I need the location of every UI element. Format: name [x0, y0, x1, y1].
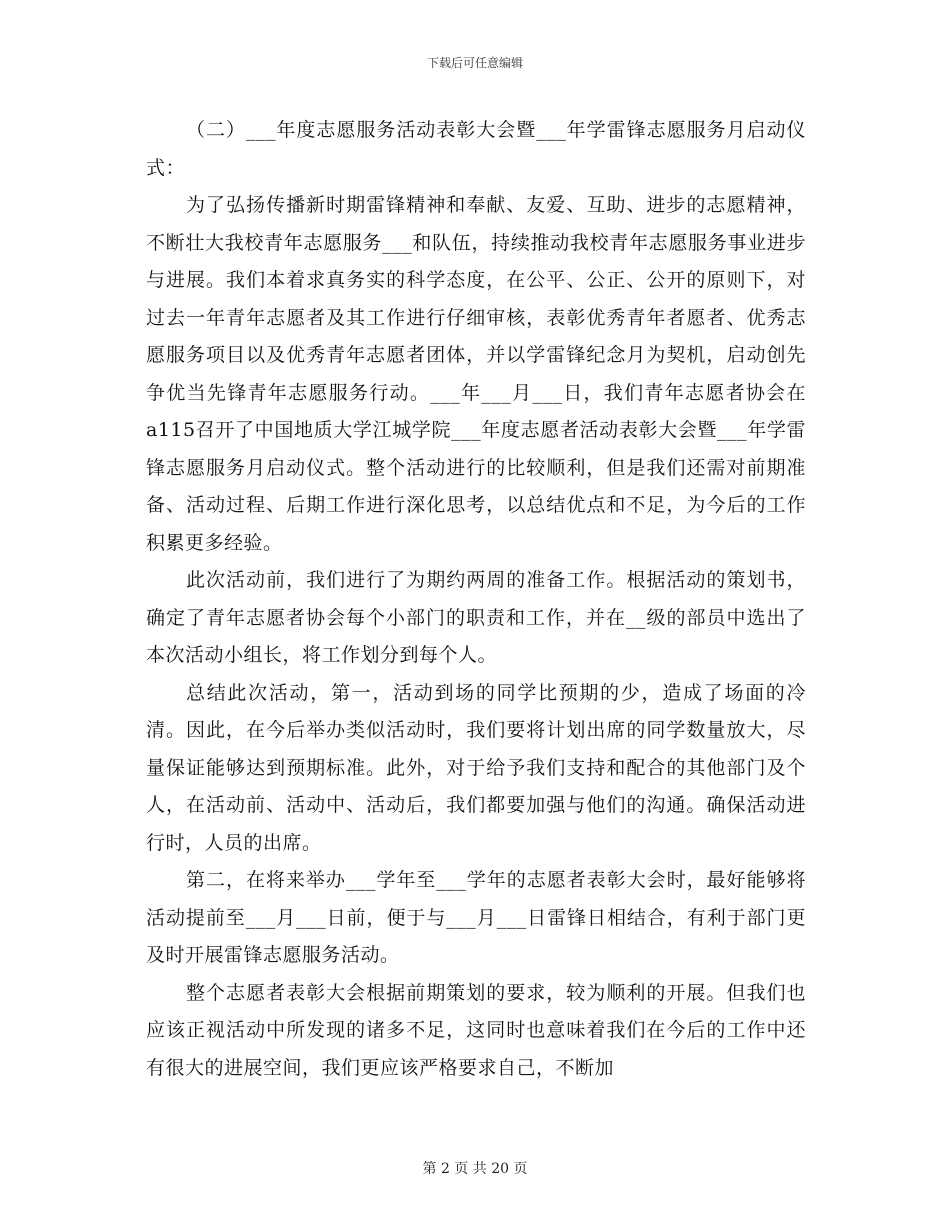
section-heading: （二）___年度志愿服务活动表彰大会暨___年学雷锋志愿服务月启动仪式：: [146, 119, 806, 179]
document-body: [146, 112, 806, 1087]
paragraph-summary-first: 总结此次活动，第一，活动到场的同学比预期的少，造成了场面的冷清。因此，在今后举办类似活动时，我们要将计划出席的同学数量放大，尽量保证能够达到预期标准。此外，对于给予我们支持和配合的其他部门及个人，在活动前、活动中、活动后，我们都要加强与他们的沟通。确保活动进行时，人员的出席。: [146, 681, 806, 854]
paragraph-intro: 为了弘扬传播新时期雷锋精神和奉献、友爱、互助、进步的志愿精神，不断壮大我校青年志愿服务___和队伍，持续推动我校青年志愿服务事业进步与进展。我们本着求真务实的科学态度，在公平、公正、公开的原则下，对过去一年青年志愿者及其工作进行仔细审核，表彰优秀青年者愿者、优秀志愿服务项目以及优秀青年志愿者团体，并以学雷锋纪念月为契机，启动创先争优当先锋青年志愿服务行动。___年___月___日，我们青年志愿者协会在a115召开了中国地质大学江城学院___年度志愿者活动表彰大会暨___年学雷锋志愿服务月启动仪式。整个活动进行的比较顺利，但是我们还需对前期准备、活动过程、后期工作进行深化思考，以总结优点和不足，为今后的工作积累更多经验。: [146, 194, 806, 554]
page-footer: 第 2 页 共 20 页: [422, 1161, 528, 1177]
paragraph-summary-second: 第二，在将来举办___学年至___学年的志愿者表彰大会时，最好能够将活动提前至___月___日前，便于与___月___日雷锋日相结合，有利于部门更及时开展雷锋志愿服务活动。: [146, 869, 806, 966]
paragraph-conclusion: 整个志愿者表彰大会根据前期策划的要求，较为顺利的开展。但我们也应该正视活动中所发现的诸多不足，这同时也意味着我们在今后的工作中还有很大的进展空间，我们更应该严格要求自己，不断加: [146, 981, 806, 1079]
page-header: 下载后可任意编辑: [426, 56, 523, 70]
paragraph-preparation: 此次活动前，我们进行了为期约两周的准备工作。根据活动的策划书，确定了青年志愿者协会每个小部门的职责和工作，并在__级的部员中选出了本次活动小组长，将工作划分到每个人。: [146, 569, 806, 666]
